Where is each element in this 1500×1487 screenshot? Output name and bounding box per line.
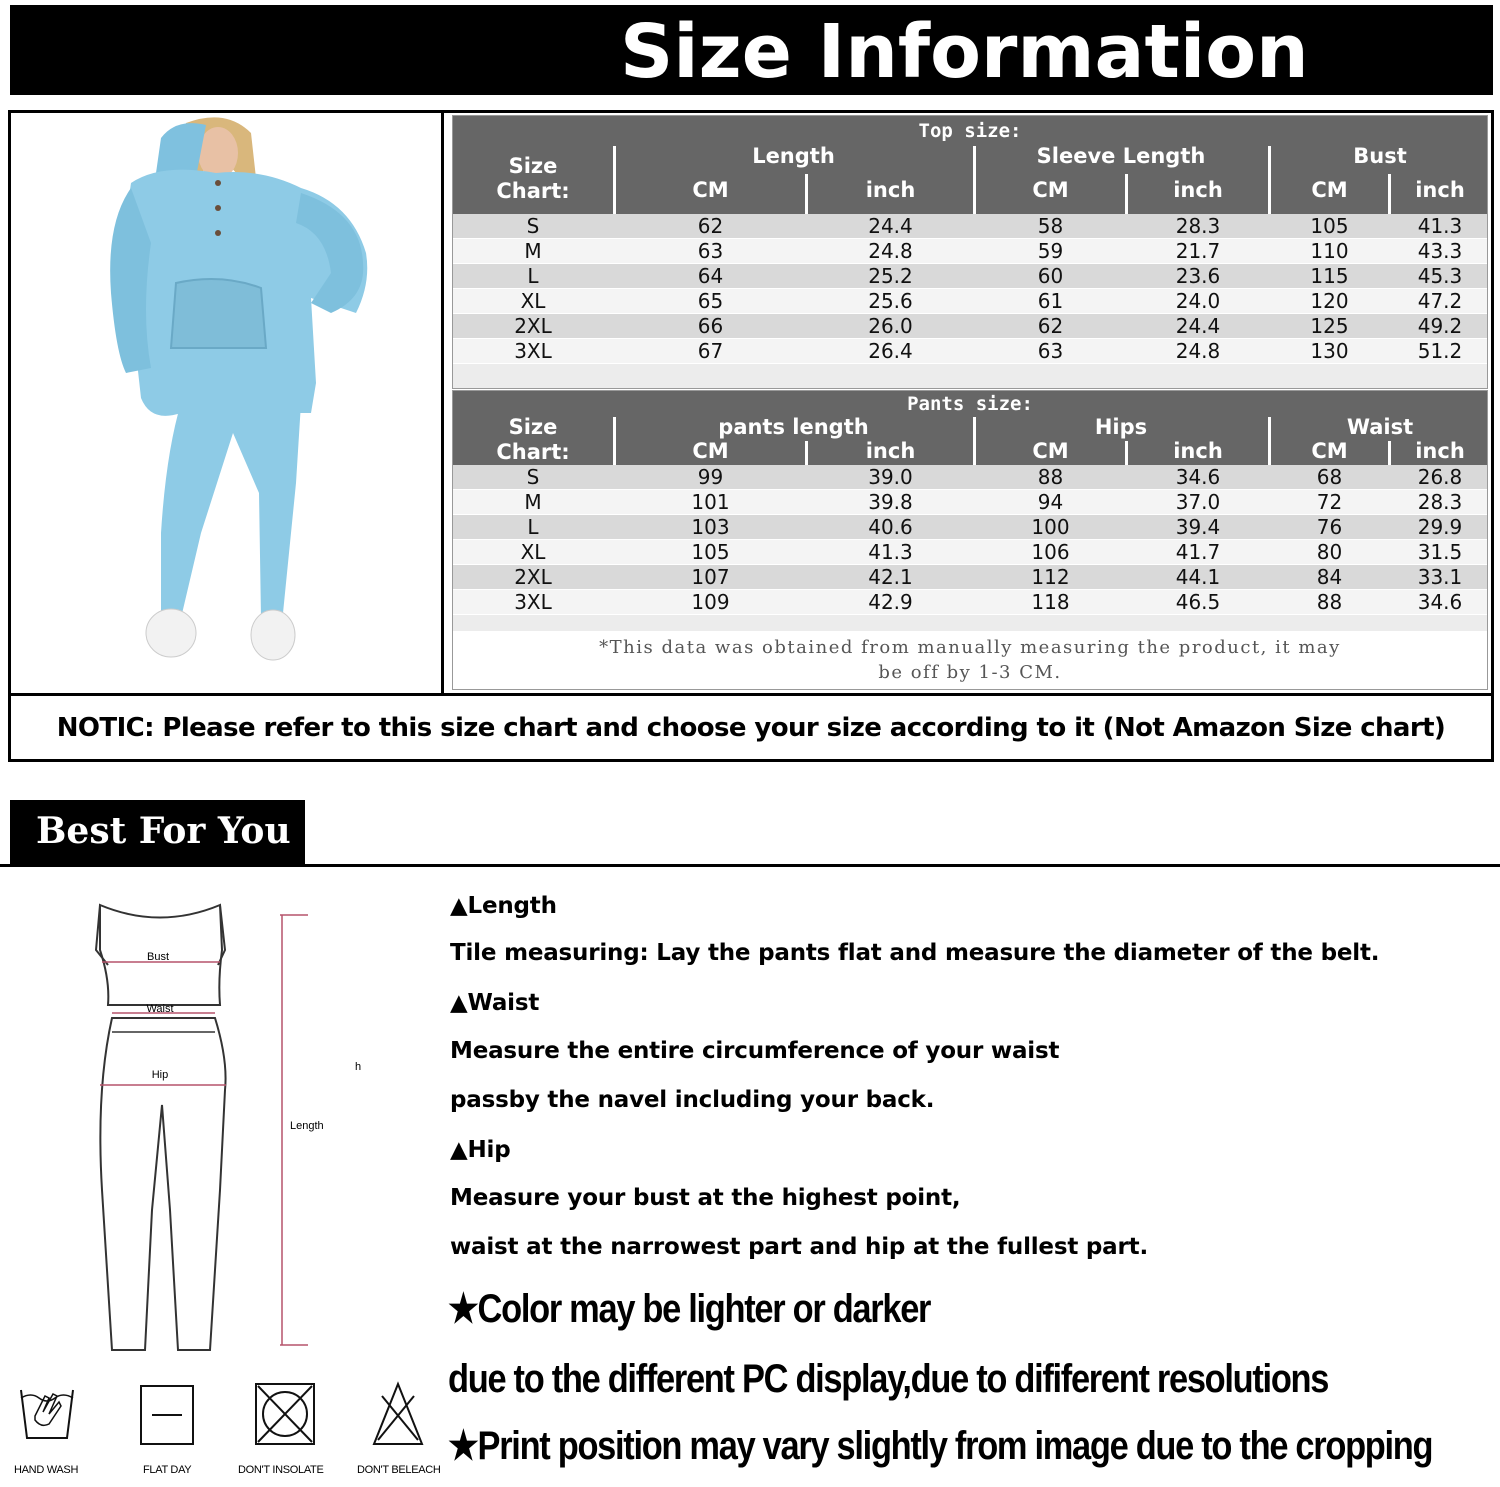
cell: 39.8 <box>868 490 913 514</box>
cell: 101 <box>691 490 730 514</box>
pants-group-hips: Hips <box>1094 415 1148 439</box>
cell-size: L <box>527 264 539 288</box>
cell-size: L <box>527 515 539 539</box>
table-row <box>453 465 1487 490</box>
top-table-body <box>453 214 1487 364</box>
unit-inch: inch <box>1173 439 1223 463</box>
pants-table-header <box>453 391 1487 465</box>
cell: 24.4 <box>1175 314 1221 338</box>
cell: 39.0 <box>868 465 913 489</box>
cell: 64 <box>697 264 724 288</box>
cell: 31.5 <box>1417 540 1463 564</box>
chart-label: Chart: <box>496 440 570 464</box>
cell: 110 <box>1310 239 1349 263</box>
cell-size: M <box>524 239 542 263</box>
top-group-sleeve-length: Sleeve Length <box>1036 144 1206 168</box>
cell: 68 <box>1316 465 1343 489</box>
cell: 49.2 <box>1417 314 1463 338</box>
cell: 66 <box>697 314 724 338</box>
unit-inch: inch <box>1415 178 1465 202</box>
hip-label: Hip <box>151 1069 169 1081</box>
cell: 130 <box>1310 339 1349 363</box>
cell: 58 <box>1037 214 1064 238</box>
length-instruction: Tile measuring: Lay the pants flat and measure the diameter of the belt. <box>450 940 1380 966</box>
hip-heading: ▲Hip <box>450 1137 511 1163</box>
flat-dry-icon <box>138 1383 196 1447</box>
table-row <box>453 264 1487 289</box>
cell: 115 <box>1310 264 1349 288</box>
cell-size: 2XL <box>514 314 552 338</box>
cell: 62 <box>1037 314 1064 338</box>
cell: 112 <box>1031 565 1070 589</box>
unit-cm: CM <box>1311 439 1348 463</box>
cell-size: M <box>524 490 542 514</box>
cell: 47.2 <box>1417 289 1463 313</box>
cell: 34.6 <box>1175 465 1221 489</box>
hip-instruction-2: waist at the narrowest part and hip at the fullest part. <box>450 1234 1148 1260</box>
cell: 61 <box>1037 289 1064 313</box>
unit-inch: inch <box>1415 439 1465 463</box>
cell-size: XL <box>520 540 546 564</box>
cell: 103 <box>691 515 730 539</box>
cell: 88 <box>1037 465 1064 489</box>
cell: 105 <box>1310 214 1349 238</box>
table-row <box>453 214 1487 239</box>
cell: 41.3 <box>1417 214 1463 238</box>
cell: 62 <box>697 214 724 238</box>
table-row <box>453 540 1487 565</box>
cell: 43.3 <box>1417 239 1463 263</box>
color-note-2: due to the different PC display,due to dififerent resolutions <box>448 1357 1329 1401</box>
cell: 25.6 <box>868 289 913 313</box>
title-banner <box>10 5 1493 95</box>
size-label: Size <box>508 415 558 439</box>
table-row <box>453 515 1487 540</box>
cell-size: S <box>526 214 540 238</box>
cell: 26.8 <box>1417 465 1463 489</box>
cell: 105 <box>691 540 730 564</box>
top-table-caption: Top size: <box>918 120 1022 142</box>
do-not-bleach-icon <box>370 1380 426 1448</box>
cell: 26.4 <box>868 339 913 363</box>
waist-label: Waist <box>146 1003 174 1015</box>
cell: 46.5 <box>1175 590 1221 614</box>
size-chart-frame <box>8 110 1494 762</box>
cell: 34.6 <box>1417 590 1463 614</box>
pants-group-length: pants length <box>718 415 869 439</box>
cell: 59 <box>1037 239 1064 263</box>
cell: 24.8 <box>868 239 913 263</box>
cell: 65 <box>697 289 724 313</box>
pants-group-waist: Waist <box>1346 415 1414 439</box>
cell: 33.1 <box>1417 565 1463 589</box>
cell: 24.8 <box>1175 339 1221 363</box>
cell: 23.6 <box>1175 264 1221 288</box>
cell: 118 <box>1031 590 1070 614</box>
do-not-tumble-dry-icon <box>252 1380 318 1448</box>
unit-inch: inch <box>865 439 916 463</box>
table-row <box>453 314 1487 339</box>
cell: 67 <box>697 339 724 363</box>
best-for-you-tab <box>10 800 305 866</box>
cell: 107 <box>691 565 730 589</box>
cell: 99 <box>697 465 724 489</box>
print-note: ★Print position may vary slightly from image due to the cropping <box>448 1424 1433 1468</box>
hand-wash-label: HAND WASH <box>14 1464 79 1476</box>
size-tables <box>447 113 1491 693</box>
cell: 41.3 <box>868 540 913 564</box>
length-label: Length <box>290 1120 324 1132</box>
table-row <box>453 565 1487 590</box>
cell: 80 <box>1316 540 1343 564</box>
hand-wash-icon <box>15 1380 80 1450</box>
cell: 109 <box>691 590 730 614</box>
do-not-tumble-dry-label: DON'T INSOLATE <box>238 1464 324 1476</box>
flat-dry-label: FLAT DAY <box>143 1464 192 1476</box>
note-line-1: *This data was obtained from manually measuring the product, it may <box>599 637 1341 658</box>
top-group-length: Length <box>752 144 835 168</box>
cell: 125 <box>1310 314 1349 338</box>
unit-inch: inch <box>1173 178 1223 202</box>
waist-instruction-2: passby the navel including your back. <box>450 1087 935 1113</box>
cell: 51.2 <box>1417 339 1463 363</box>
best-for-you-title: Best For You <box>36 810 291 852</box>
cell: 120 <box>1310 289 1349 313</box>
cell-size: 3XL <box>514 339 552 363</box>
cell: 63 <box>697 239 724 263</box>
unit-cm: CM <box>692 178 729 202</box>
size-label: Size <box>508 154 558 178</box>
cell: 28.3 <box>1175 214 1221 238</box>
length-heading: ▲Length <box>450 893 557 919</box>
pants-size-table <box>452 390 1488 690</box>
unit-cm: CM <box>1032 178 1069 202</box>
cell: 37.0 <box>1175 490 1221 514</box>
cell-size: 2XL <box>514 565 552 589</box>
color-note-1: ★Color may be lighter or darker <box>448 1287 931 1331</box>
cell: 29.9 <box>1417 515 1463 539</box>
cell: 39.4 <box>1175 515 1221 539</box>
chart-label: Chart: <box>496 179 570 203</box>
cell: 42.9 <box>868 590 913 614</box>
cell-size: XL <box>520 289 546 313</box>
cell-size: 3XL <box>514 590 552 614</box>
notice-text: NOTIC: Please refer to this size chart and choose your size according to it (Not Amazon Size chart) <box>56 712 1446 743</box>
waist-instruction-1: Measure the entire circumference of your waist <box>450 1038 1060 1064</box>
model-illustration <box>11 113 441 693</box>
unit-cm: CM <box>692 439 729 463</box>
unit-cm: CM <box>1032 439 1069 463</box>
cell: 84 <box>1316 565 1343 589</box>
cell: 24.4 <box>868 214 913 238</box>
unit-inch: inch <box>865 178 916 202</box>
cell: 41.7 <box>1175 540 1221 564</box>
measurement-diagram <box>60 890 390 1370</box>
cell-size: S <box>526 465 540 489</box>
cell: 26.0 <box>868 314 913 338</box>
cell: 25.2 <box>868 264 913 288</box>
waist-heading: ▲Waist <box>450 990 540 1016</box>
cell: 44.1 <box>1175 565 1221 589</box>
cell: 24.0 <box>1175 289 1221 313</box>
hip-instruction-1: Measure your bust at the highest point, <box>450 1185 961 1211</box>
top-size-chart-label <box>453 154 613 204</box>
product-photo <box>11 113 444 693</box>
table-row <box>453 339 1487 364</box>
cell: 72 <box>1316 490 1343 514</box>
table-row <box>453 289 1487 314</box>
top-size-table <box>452 115 1488 389</box>
cell: 76 <box>1316 515 1343 539</box>
pants-size-chart-label <box>453 415 613 465</box>
pants-table-caption: Pants size: <box>907 393 1033 415</box>
top-group-bust: Bust <box>1353 144 1407 168</box>
cell: 94 <box>1037 490 1064 514</box>
cell: 40.6 <box>868 515 913 539</box>
cell: 45.3 <box>1417 264 1463 288</box>
pants-table-body <box>453 465 1487 615</box>
cell: 60 <box>1037 264 1064 288</box>
table-row <box>453 239 1487 264</box>
cell: 63 <box>1037 339 1064 363</box>
unit-cm: CM <box>1311 178 1348 202</box>
do-not-bleach-label: DON'T BELEACH <box>357 1464 441 1476</box>
measurement-note <box>453 631 1487 689</box>
table-row <box>453 590 1487 615</box>
table-row <box>453 490 1487 515</box>
notice-row <box>11 693 1491 759</box>
bust-label: Bust <box>146 951 170 963</box>
cell: 106 <box>1031 540 1070 564</box>
cell: 100 <box>1031 515 1070 539</box>
note-line-2: be off by 1-3 CM. <box>878 662 1062 683</box>
cell: 21.7 <box>1175 239 1221 263</box>
top-table-header <box>453 116 1487 214</box>
page-title: Size Information <box>620 9 1309 95</box>
cell: 88 <box>1316 590 1343 614</box>
cell: 28.3 <box>1417 490 1463 514</box>
cell: 42.1 <box>868 565 913 589</box>
h-label: h <box>355 1061 362 1073</box>
